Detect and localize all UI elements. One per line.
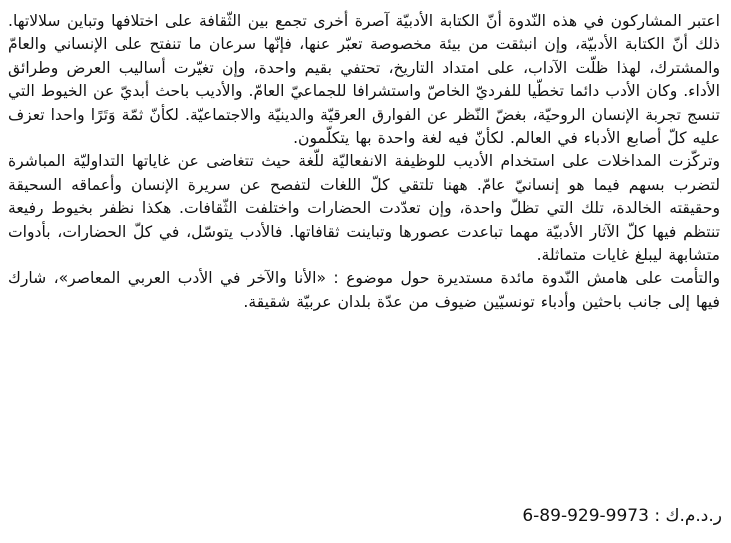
isbn-code: 6-89-929-9973	[522, 506, 649, 526]
paragraph-1: اعتبر المشاركون في هذه النّدوة أنّ الكتابة الأدبيّة آصرة أخرى تجمع بين الثّقافة على اختلافها وتباين سلالاتها. ذلك أنّ الكتابة الأدبيّة، وإن انبثقت من بيئة مخصوصة تعبّر عنها، فإنّها سرعان ما تنفتح على الإنساني والعامّ والمشترك، لهذا ظلّت الآداب، على امتداد التاريخ، تحتفي بقيم واحدة، وإن تغيّرت أساليب العرض وطرائق الأداء. وكان الأدب دائما تخطّيا للفرديّ الخاصّ واستشرافا للجماعيّ العامّ. والأديب باحث أبديّ عن الخيوط التي تنسج تجربة الإنسان الروحيّة، بغضّ النّظر عن الفوارق العرقيّة والدينيّة والاجتماعيّة. لكأنّ ثمّة وَتَرًا واحدا تعزف عليه كلّ أصابع الأدباء في العالم. لكأنّ فيه لغة واحدة بها يتكلّمون.	[8, 12, 720, 148]
paragraph-3: والتأمت على هامش النّدوة مائدة مستديرة حول موضوع : «الأنا والآخر في الأدب العربي المعاصر»، شارك فيها إلى جانب باحثين وأدباء تونسيّين ضيوف من عدّة بلدان عربيّة شقيقة.	[8, 269, 720, 311]
paragraph-2: وتركّزت المداخلات على استخدام الأديب للوظيفة الانفعاليّة للّغة حيث تتغاضى عن غاياتها التداوليّة المباشرة لتضرب بسهم فيما هو إنسانيّ عامّ. ههنا تلتقي كلّ اللغات لتفصح عن سريرة الإنسان وأعماقه السحيقة وحقيقته الخالدة، تلك التي تظلّ واحدة، وإن تعدّدت الحضارات واختلفت الثّقافات. هكذا نظفر بخيوط رفيعة تنتظم فيها كلّ الآثار الأدبيّة مهما تباعدت عصورها وتباينت ثقافاتها. فالأدب يتوسّل، في كلّ الحضارات، بأدوات متشابهة ليبلغ غايات متماثلة.	[8, 152, 720, 265]
isbn-line	[472, 504, 722, 528]
isbn-label: ر.د.م.ك :	[654, 506, 722, 526]
article-body	[8, 10, 720, 314]
